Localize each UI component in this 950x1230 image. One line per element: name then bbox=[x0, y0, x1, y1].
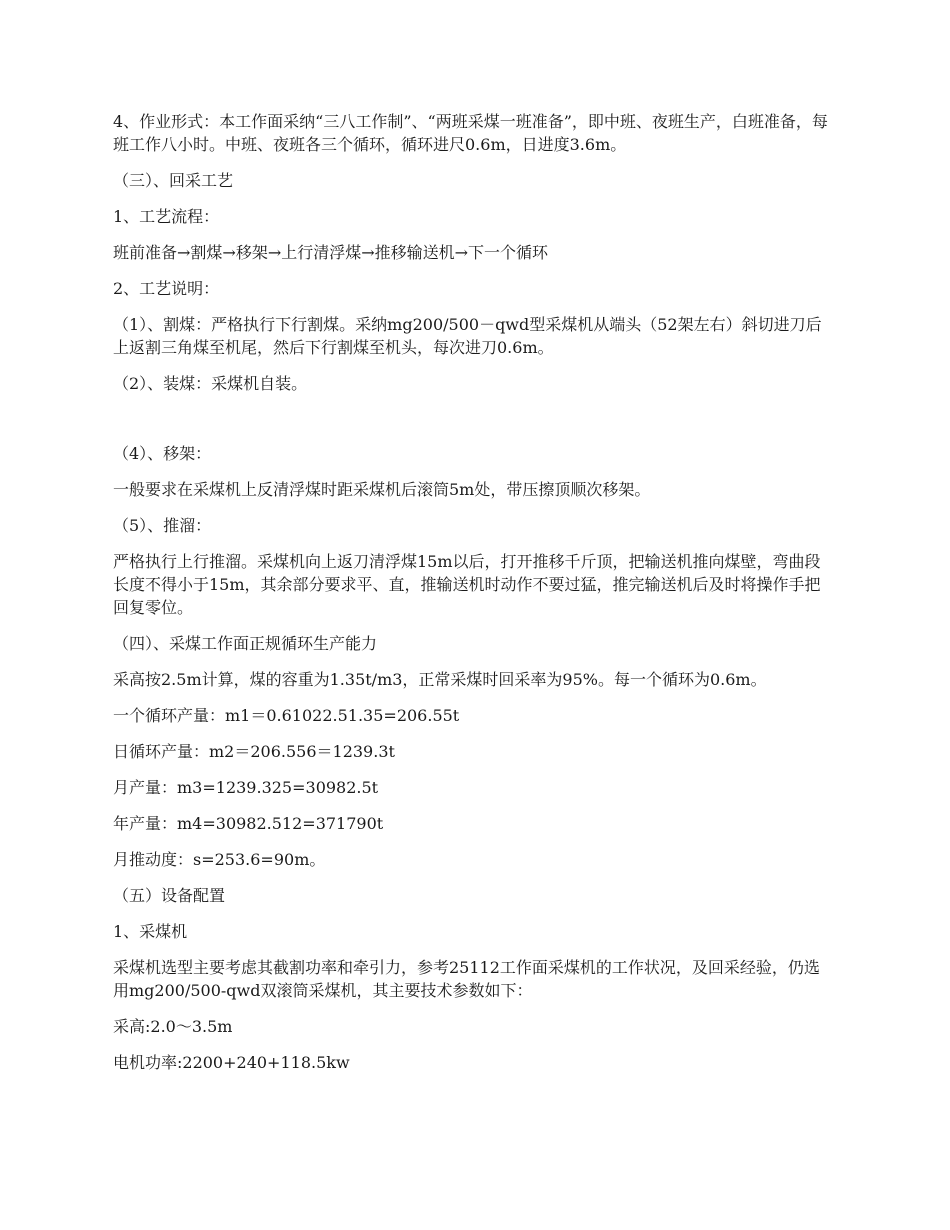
paragraph-capacity-basis: 采高按2.5m计算，煤的容重为1.35t/m3，正常采煤时回采率为95%。每一个循环为0.6m。 bbox=[113, 670, 767, 689]
formula-cycle-output: 一个循环产量：m1＝0.61022.51.35=206.55t bbox=[113, 706, 460, 725]
paragraph-support-moving: 一般要求在采煤机上反清浮煤时距采煤机后滚筒5m处，带压擦顶顺次移架。 bbox=[113, 480, 651, 499]
formula-monthly-advance: 月推动度：s=253.6=90m。 bbox=[113, 850, 326, 869]
heading-support-moving: （4）、移架： bbox=[113, 444, 212, 463]
spec-mining-height: 采高:2.0～3.5m bbox=[113, 1017, 233, 1036]
heading-conveyor-pushing: （5）、推溜： bbox=[113, 516, 212, 535]
heading-process-description: 2、工艺说明： bbox=[113, 279, 220, 298]
heading-process-flow: 1、工艺流程： bbox=[113, 207, 220, 226]
heading-equipment: （五）设备配置 bbox=[113, 886, 226, 905]
heading-production-capacity: （四）、采煤工作面正规循环生产能力 bbox=[113, 634, 378, 653]
paragraph-work-mode: 4、作业形式：本工作面采纳“三八工作制”、“两班采煤一班准备”，即中班、夜班生产，白班准备，每班工作八小时。中班、夜班各三个循环，循环进尺0.6m，日进度3.6m。 bbox=[113, 112, 828, 154]
paragraph-conveyor-pushing: 严格执行上行推溜。采煤机向上返刀清浮煤15m以后，打开推移千斤顶，把输送机推向煤壁，弯曲段长度不得小于15m，其余部分要求平、直，推输送机时动作不要过猛，推完输送机后及时将操作手把回复零位。 bbox=[113, 552, 821, 617]
paragraph-coal-cutting: （1）、割煤：严格执行下行割煤。采纳mg200/500－qwd型采煤机从端头（52架左右）斜切进刀后上返割三角煤至机尾，然后下行割煤至机头，每次进刀0.6m。 bbox=[113, 315, 822, 357]
formula-daily-output: 日循环产量：m2＝206.556＝1239.3t bbox=[113, 742, 395, 761]
paragraph-coal-loading: （2）、装煤：采煤机自装。 bbox=[113, 374, 308, 393]
spec-motor-power: 电机功率:2200+240+118.5kw bbox=[113, 1053, 350, 1072]
paragraph-shearer-selection: 采煤机选型主要考虑其截割功率和牵引力，参考25112工作面采煤机的工作状况，及回采经验，仍选用mg200/500-qwd双滚筒采煤机，其主要技术参数如下： bbox=[113, 958, 820, 1000]
heading-mining-process: （三）、回采工艺 bbox=[113, 171, 234, 190]
heading-shearer: 1、采煤机 bbox=[113, 922, 188, 941]
formula-monthly-output: 月产量：m3=1239.325=30982.5t bbox=[113, 778, 379, 797]
blank-gap bbox=[113, 408, 835, 442]
formula-annual-output: 年产量：m4=30982.512=371790t bbox=[113, 814, 384, 833]
paragraph-process-flow: 班前准备→割煤→移架→上行清浮煤→推移输送机→下一个循环 bbox=[113, 243, 549, 262]
document-page bbox=[113, 110, 835, 1087]
